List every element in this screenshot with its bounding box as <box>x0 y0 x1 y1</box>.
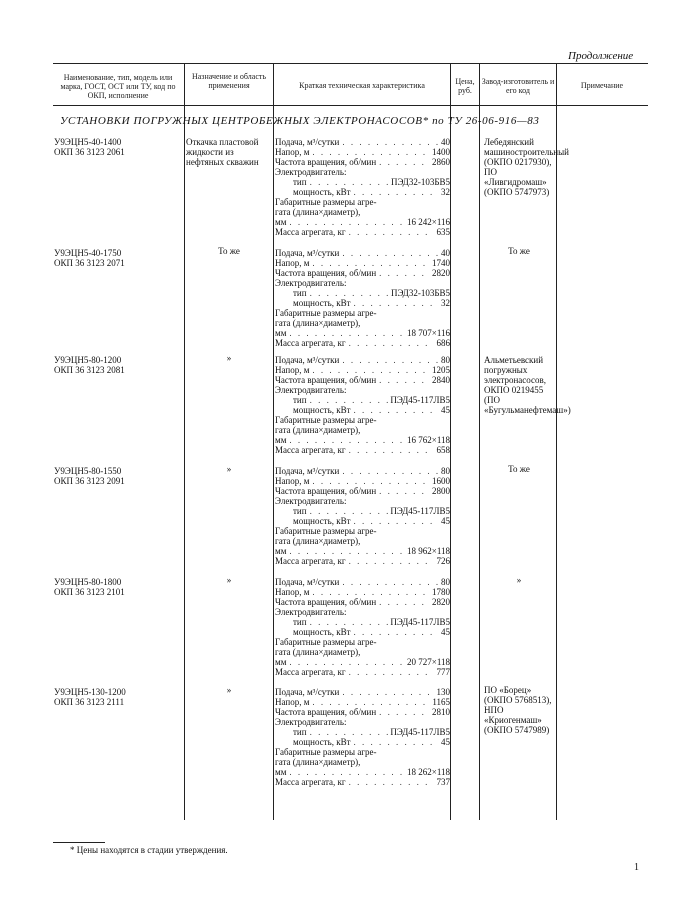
okp-code: ОКП 36 3123 2061 <box>54 147 125 157</box>
spec-label: тип <box>293 506 307 516</box>
spec-value: ПЭД45-117ЛВ5 <box>390 395 450 405</box>
spec-value: 40 <box>441 248 450 258</box>
spec-value: 18 962×118 <box>407 546 450 556</box>
spec-value: ПЭД32-103БВ5 <box>391 177 450 187</box>
spec-row <box>275 385 450 395</box>
spec-label: мм <box>275 328 287 338</box>
spec-value: 45 <box>441 737 450 747</box>
leader-dots: . . . . . . . . . . <box>309 727 391 737</box>
spec-label: Электродвигатель: <box>275 496 347 506</box>
spec-row <box>275 338 450 348</box>
spec-label: Частота вращения, об/мин <box>275 707 377 717</box>
spec-value: 686 <box>436 338 450 348</box>
spec-row <box>275 268 450 278</box>
okp-code: ОКП 36 3123 2091 <box>54 476 125 486</box>
spec-label: Напор, м <box>275 258 310 268</box>
spec-row <box>275 516 450 526</box>
spec-value: 2840 <box>432 375 450 385</box>
spec-label: мм <box>275 767 287 777</box>
leader-dots: . . . . . . <box>379 268 426 278</box>
header-bottom-rule <box>53 105 648 106</box>
spec-row <box>275 137 450 147</box>
leader-dots: . . . . . . . . . . <box>348 667 430 677</box>
spec-row <box>275 395 450 405</box>
spec-label: тип <box>293 395 307 405</box>
spec-value: 80 <box>441 466 450 476</box>
leader-dots: . . . . . . . . . . . . . . <box>289 767 405 777</box>
spec-row <box>275 486 450 496</box>
spec-row <box>275 167 450 177</box>
spec-row <box>275 466 450 476</box>
header-top-rule <box>53 63 648 64</box>
spec-row <box>275 288 450 298</box>
model-name <box>54 687 126 707</box>
spec-label: мощность, кВт <box>293 298 351 308</box>
spec-row <box>275 207 450 217</box>
spec-label: Масса агрегата, кг <box>275 777 346 787</box>
spec-value: 18 262×118 <box>407 767 450 777</box>
spec-row <box>275 187 450 197</box>
spec-label: мм <box>275 217 287 227</box>
spec-label: гата (длина×диаметр), <box>275 757 361 767</box>
spec-label: Подача, м³/сутки <box>275 466 340 476</box>
leader-dots: . . . . . . <box>379 707 426 717</box>
spec-value: 16 762×118 <box>407 435 450 445</box>
leader-dots: . . . . . . . . . . . . . . <box>289 657 405 667</box>
purpose: То же <box>218 246 240 256</box>
spec-label: Подача, м³/сутки <box>275 577 340 587</box>
spec-label: тип <box>293 727 307 737</box>
column-rule-4 <box>479 63 480 820</box>
leader-dots: . . . . . . . . . . <box>309 395 391 405</box>
spec-value: 1600 <box>432 476 450 486</box>
manufacturer: Лебедянский машиностроительный (ОКПО 0217930), ПО «Ливгидромаш» (ОКПО 5747973) <box>484 137 569 197</box>
spec-row <box>275 227 450 237</box>
spec-label: мощность, кВт <box>293 627 351 637</box>
spec-label: Электродвигатель: <box>275 607 347 617</box>
spec-value: ПЭД45-117ЛВ5 <box>390 506 450 516</box>
footnote: * Цены находятся в стадии утверждения. <box>70 845 228 855</box>
model-name <box>54 577 125 597</box>
leader-dots: . . . . . . . . . . . . . . <box>312 147 428 157</box>
section-title: УСТАНОВКИ ПОГРУЖНЫХ ЦЕНТРОБЕЖНЫХ ЭЛЕКТРОНАСОСОВ* по ТУ 26-06-916—83 <box>60 115 540 127</box>
header-purpose: Назначение и область применения <box>191 72 267 90</box>
spec-row <box>275 617 450 627</box>
spec-value: 16 242×116 <box>407 217 450 227</box>
spec-label: Подача, м³/сутки <box>275 687 340 697</box>
model-code: У9ЭЦН5-40-1400 <box>54 137 122 147</box>
leader-dots: . . . . . . . . . . <box>309 617 391 627</box>
spec-label: Напор, м <box>275 587 310 597</box>
spec-label: Частота вращения, об/мин <box>275 597 377 607</box>
spec-value: ПЭД32-103БВ5 <box>391 288 450 298</box>
spec-row <box>275 496 450 506</box>
spec-row <box>275 157 450 167</box>
spec-label: Подача, м³/сутки <box>275 248 340 258</box>
spec-row <box>275 727 450 737</box>
spec-label: тип <box>293 288 307 298</box>
spec-value: 1780 <box>432 587 450 597</box>
spec-value: 2860 <box>432 157 450 167</box>
model-code: У9ЭЦН5-40-1750 <box>54 248 122 258</box>
model-code: У9ЭЦН5-80-1200 <box>54 355 122 365</box>
spec-value: 2820 <box>432 268 450 278</box>
leader-dots: . . . . . . . . . . . <box>342 687 432 697</box>
spec-label: Масса агрегата, кг <box>275 556 346 566</box>
spec-value: 32 <box>441 187 450 197</box>
leader-dots: . . . . . . . . . . . . . . <box>289 435 405 445</box>
spec-row <box>275 546 450 556</box>
spec-value: 80 <box>441 577 450 587</box>
spec-label: тип <box>293 617 307 627</box>
spec-label: мощность, кВт <box>293 187 351 197</box>
spec-row <box>275 757 450 767</box>
spec-row <box>275 415 450 425</box>
leader-dots: . . . . . . . . . . <box>309 288 391 298</box>
spec-row <box>275 425 450 435</box>
purpose: » <box>226 353 232 363</box>
okp-code: ОКП 36 3123 2111 <box>54 697 125 707</box>
spec-label: Напор, м <box>275 697 310 707</box>
spec-row <box>275 355 450 365</box>
spec-row <box>275 556 450 566</box>
spec-label: Масса агрегата, кг <box>275 445 346 455</box>
spec-row <box>275 328 450 338</box>
spec-row <box>275 248 450 258</box>
spec-row <box>275 365 450 375</box>
column-rule-3 <box>450 63 451 820</box>
spec-row <box>275 587 450 597</box>
spec-label: мм <box>275 435 287 445</box>
spec-value: 45 <box>441 627 450 637</box>
spec-label: мощность, кВт <box>293 405 351 415</box>
leader-dots: . . . . . . . . . . . . <box>342 355 441 365</box>
spec-value: 20 727×118 <box>407 657 450 667</box>
okp-code: ОКП 36 3123 2071 <box>54 258 125 268</box>
header-characteristics: Краткая техническая характеристика <box>299 81 425 90</box>
model-name <box>54 355 125 375</box>
manufacturer: » <box>516 575 522 585</box>
spec-list <box>275 248 450 348</box>
column-rule-2 <box>273 63 274 820</box>
leader-dots: . . . . . . . . . . <box>348 338 430 348</box>
spec-list <box>275 355 450 455</box>
spec-label: Электродвигатель: <box>275 385 347 395</box>
spec-row <box>275 607 450 617</box>
spec-row <box>275 687 450 697</box>
leader-dots: . . . . . . . . . . . . . . <box>289 217 405 227</box>
spec-value: 18 707×116 <box>407 328 450 338</box>
spec-value: 45 <box>441 405 450 415</box>
spec-label: Электродвигатель: <box>275 278 347 288</box>
spec-label: мощность, кВт <box>293 737 351 747</box>
leader-dots: . . . . . . . . . . <box>353 187 435 197</box>
footnote-rule <box>53 842 105 843</box>
spec-label: Габаритные размеры агре- <box>275 747 377 757</box>
spec-value: 658 <box>436 445 450 455</box>
spec-label: Масса агрегата, кг <box>275 667 346 677</box>
spec-label: гата (длина×диаметр), <box>275 425 361 435</box>
spec-label: мм <box>275 657 287 667</box>
spec-row <box>275 707 450 717</box>
spec-value: 32 <box>441 298 450 308</box>
manufacturer: ПО «Борец» (ОКПО 5768513), НПО «Криогенмаш» (ОКПО 5747989) <box>484 685 552 735</box>
spec-row <box>275 476 450 486</box>
leader-dots: . . . . . . . . . . . . . . <box>312 365 428 375</box>
purpose: » <box>226 685 232 695</box>
spec-label: Напор, м <box>275 476 310 486</box>
spec-value: 726 <box>436 556 450 566</box>
spec-row <box>275 375 450 385</box>
spec-value: 777 <box>436 667 450 677</box>
spec-row <box>275 637 450 647</box>
leader-dots: . . . . . . <box>379 486 426 496</box>
model-code: У9ЭЦН5-130-1200 <box>54 687 126 697</box>
spec-row <box>275 197 450 207</box>
spec-row <box>275 737 450 747</box>
spec-list <box>275 466 450 566</box>
spec-row <box>275 318 450 328</box>
leader-dots: . . . . . . . . . . . . . . <box>312 587 428 597</box>
spec-row <box>275 657 450 667</box>
leader-dots: . . . . . . . . . . <box>309 177 391 187</box>
spec-value: ПЭД45-117ЛВ5 <box>390 727 450 737</box>
column-rule-1 <box>184 63 185 820</box>
spec-row <box>275 308 450 318</box>
spec-value: 2800 <box>432 486 450 496</box>
spec-value: 80 <box>441 355 450 365</box>
spec-row <box>275 506 450 516</box>
okp-code: ОКП 36 3123 2101 <box>54 587 125 597</box>
model-name <box>54 137 125 157</box>
model-code: У9ЭЦН5-80-1800 <box>54 577 122 587</box>
spec-row <box>275 405 450 415</box>
spec-value: 45 <box>441 516 450 526</box>
header-price: Цена, руб. <box>455 77 475 95</box>
manufacturer: Альметьевский погружных электронасосов, ОКПО 0219455 (ПО «Бугульманефтемаш») <box>484 355 571 415</box>
spec-row <box>275 526 450 536</box>
spec-value: ПЭД45-117ЛВ5 <box>390 617 450 627</box>
leader-dots: . . . . . . . . . . <box>353 737 435 747</box>
spec-value: 1165 <box>432 697 450 707</box>
leader-dots: . . . . . . . . . . <box>353 516 435 526</box>
spec-value: 130 <box>436 687 450 697</box>
spec-label: Электродвигатель: <box>275 717 347 727</box>
header-manufacturer: Завод-изготовитель и его код <box>481 77 555 95</box>
spec-list <box>275 137 450 237</box>
spec-label: Частота вращения, об/мин <box>275 486 377 496</box>
spec-row <box>275 667 450 677</box>
spec-label: гата (длина×диаметр), <box>275 647 361 657</box>
spec-value: 1205 <box>432 365 450 375</box>
model-name <box>54 248 125 268</box>
purpose: » <box>226 464 232 474</box>
leader-dots: . . . . . . . . . . . . <box>342 248 441 258</box>
continuation-label: Продолжение <box>568 50 634 62</box>
header-name: Наименование, тип, модель или марка, ГОСТ, ОСТ или ТУ, код по ОКП, исполнение <box>60 73 176 100</box>
spec-label: Масса агрегата, кг <box>275 338 346 348</box>
spec-value: 635 <box>436 227 450 237</box>
model-code: У9ЭЦН5-80-1550 <box>54 466 122 476</box>
spec-row <box>275 278 450 288</box>
spec-row <box>275 697 450 707</box>
spec-row <box>275 777 450 787</box>
leader-dots: . . . . . . . . . . <box>348 227 430 237</box>
leader-dots: . . . . . . <box>379 375 426 385</box>
leader-dots: . . . . . . . . . . <box>348 556 430 566</box>
page-number: 1 <box>634 862 639 873</box>
leader-dots: . . . . . . . . . . . . . . <box>289 546 405 556</box>
spec-label: гата (длина×диаметр), <box>275 207 361 217</box>
spec-row <box>275 767 450 777</box>
spec-label: Напор, м <box>275 147 310 157</box>
spec-row <box>275 258 450 268</box>
spec-label: Габаритные размеры агре- <box>275 526 377 536</box>
spec-label: Частота вращения, об/мин <box>275 375 377 385</box>
leader-dots: . . . . . . . . . . <box>348 445 430 455</box>
spec-label: Габаритные размеры агре- <box>275 197 377 207</box>
leader-dots: . . . . . . . . . . . . . . <box>312 697 428 707</box>
purpose: » <box>226 575 232 585</box>
spec-label: Габаритные размеры агре- <box>275 637 377 647</box>
leader-dots: . . . . . . . . . . . . . . <box>312 476 428 486</box>
leader-dots: . . . . . . . . . . . . . . <box>289 328 405 338</box>
spec-value: 40 <box>441 137 450 147</box>
spec-row <box>275 177 450 187</box>
leader-dots: . . . . . . <box>379 157 426 167</box>
spec-label: Масса агрегата, кг <box>275 227 346 237</box>
leader-dots: . . . . . . . . . . <box>309 506 391 516</box>
leader-dots: . . . . . . . . . . <box>348 777 430 787</box>
spec-row <box>275 717 450 727</box>
spec-label: Габаритные размеры агре- <box>275 308 377 318</box>
spec-value: 737 <box>436 777 450 787</box>
spec-label: гата (длина×диаметр), <box>275 318 361 328</box>
spec-row <box>275 435 450 445</box>
spec-row <box>275 647 450 657</box>
leader-dots: . . . . . . . . . . . . . . <box>312 258 428 268</box>
spec-label: Частота вращения, об/мин <box>275 268 377 278</box>
spec-label: Габаритные размеры агре- <box>275 415 377 425</box>
header-notes: Примечание <box>580 81 624 90</box>
spec-row <box>275 298 450 308</box>
spec-list <box>275 577 450 677</box>
spec-row <box>275 536 450 546</box>
spec-label: тип <box>293 177 307 187</box>
spec-row <box>275 147 450 157</box>
spec-label: гата (длина×диаметр), <box>275 536 361 546</box>
spec-row <box>275 217 450 227</box>
spec-label: Электродвигатель: <box>275 167 347 177</box>
leader-dots: . . . . . . . . . . . . <box>342 466 441 476</box>
leader-dots: . . . . . . <box>379 597 426 607</box>
spec-row <box>275 627 450 637</box>
spec-row <box>275 577 450 587</box>
spec-row <box>275 445 450 455</box>
spec-value: 2810 <box>432 707 450 717</box>
spec-label: Частота вращения, об/мин <box>275 157 377 167</box>
spec-label: Подача, м³/сутки <box>275 355 340 365</box>
spec-label: Напор, м <box>275 365 310 375</box>
spec-label: мм <box>275 546 287 556</box>
leader-dots: . . . . . . . . . . . . <box>342 137 441 147</box>
okp-code: ОКП 36 3123 2081 <box>54 365 125 375</box>
spec-row <box>275 747 450 757</box>
spec-row <box>275 597 450 607</box>
model-name <box>54 466 125 486</box>
leader-dots: . . . . . . . . . . . . <box>342 577 441 587</box>
purpose: Откачка пластовой жидкости из нефтяных скважин <box>186 137 259 167</box>
leader-dots: . . . . . . . . . . <box>353 405 435 415</box>
spec-label: Подача, м³/сутки <box>275 137 340 147</box>
leader-dots: . . . . . . . . . . <box>353 627 435 637</box>
spec-value: 1400 <box>432 147 450 157</box>
spec-label: мощность, кВт <box>293 516 351 526</box>
spec-value: 2820 <box>432 597 450 607</box>
column-rule-5 <box>556 63 557 820</box>
spec-list <box>275 687 450 787</box>
leader-dots: . . . . . . . . . . <box>353 298 435 308</box>
manufacturer: То же <box>508 246 530 256</box>
spec-value: 1740 <box>432 258 450 268</box>
manufacturer: То же <box>508 464 530 474</box>
